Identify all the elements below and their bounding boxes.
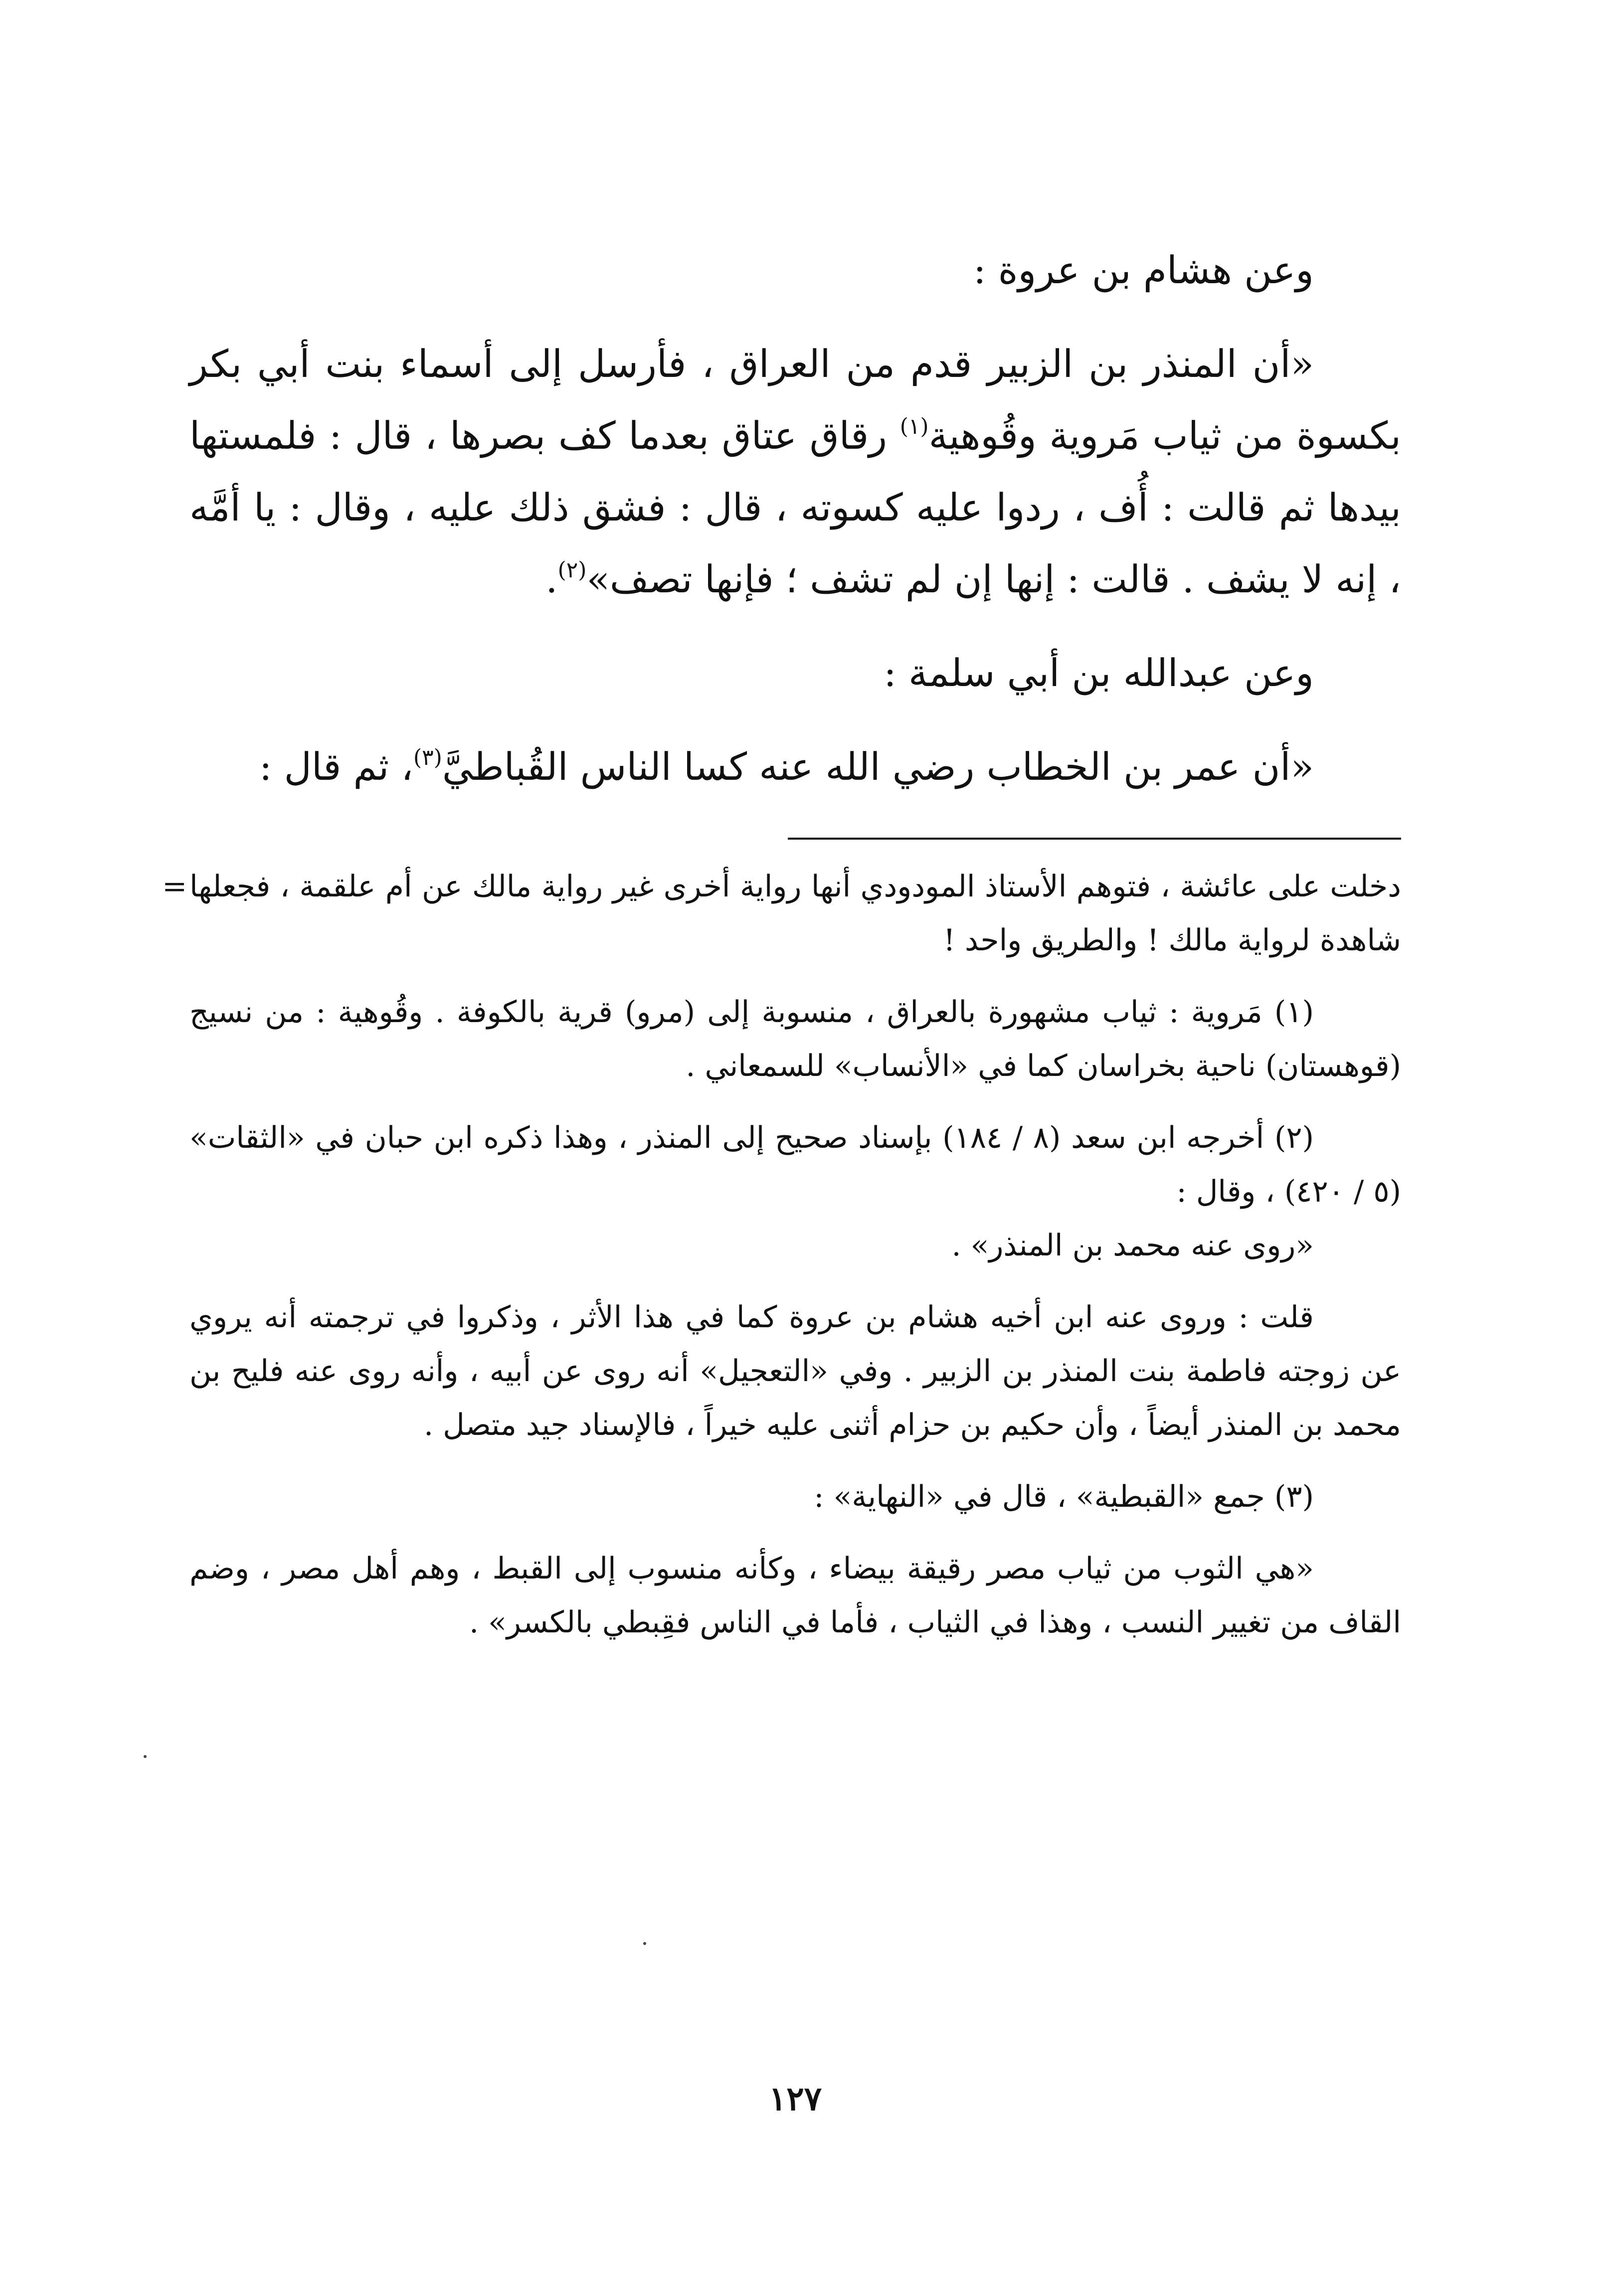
narration-quote-asma bbox=[189, 328, 1401, 615]
footnote-ref-2[interactable]: (٢) bbox=[557, 557, 587, 583]
narration-intro-abdullah: وعن عبدالله بن أبي سلمة : bbox=[884, 651, 1314, 695]
continuation-mark: = bbox=[162, 869, 187, 904]
footnote-ref-3[interactable]: (٣) bbox=[413, 745, 442, 770]
footnote-ref-1[interactable]: (١) bbox=[899, 414, 929, 439]
footnote-3-quote: «هي الثوب من ثياب مصر رقيقة بيضاء ، وكأنه منسوب إلى القبط ، وهم أهل مصر ، وضم القاف من تغيير النسب ، وهذا في الثياب ، فأما في الناس فقِبطي بالكسر» . bbox=[189, 1551, 1401, 1640]
footnote-2: (٢) أخرجه ابن سعد (٨ / ١٨٤) بإسناد صحيح إلى المنذر ، وهذا ذكره ابن حبان في «الثقات» (٥ / ٤٢٠) ، وقال : bbox=[189, 1120, 1401, 1209]
quote-asma-part1: «أن المنذر بن الزبير قدم من العراق ، فأرسل إلى أسماء بنت أبي بكر بكسوة من ثياب مَروية وقُوهية bbox=[189, 342, 1401, 458]
main-text bbox=[189, 234, 1401, 803]
footnote-3: (٣) جمع «القبطية» ، قال في «النهاية» : bbox=[814, 1479, 1314, 1514]
footnote-continuation-text: دخلت على عائشة ، فتوهم الأستاذ المودودي أنها رواية أخرى غير رواية مالك عن أم علقمة ، فجعلها شاهدة لرواية مالك ! والطريق واحد ! bbox=[189, 869, 1401, 958]
narration-quote-umar bbox=[189, 731, 1401, 803]
footnotes bbox=[162, 860, 1401, 1649]
footnote-1: (١) مَروية : ثياب مشهورة بالعراق ، منسوبة إلى (مرو) قرية بالكوفة . وقُوهية : من نسيج (قوهستان) ناحية بخراسان كما في «الأنساب» للسمعاني . bbox=[189, 995, 1401, 1083]
scan-speck bbox=[643, 1942, 646, 1945]
quote-asma-end: . bbox=[545, 557, 558, 601]
footnote-separator bbox=[788, 838, 1401, 840]
scan-speck bbox=[144, 1755, 147, 1758]
quote-umar-part2: ، ثم قال : bbox=[259, 744, 413, 789]
footnote-continuation bbox=[162, 860, 1401, 967]
quote-umar-part1: «أن عمر بن الخطاب رضي الله عنه كسا الناس القُباطيَّ bbox=[442, 744, 1314, 789]
footnote-2-comment: قلت : وروى عنه ابن أخيه هشام بن عروة كما في هذا الأثر ، وذكروا في ترجمته أنه يروي عن زوجته فاطمة بنت المنذر بن الزبير . وفي «التعجيل» أنه روى عن أبيه ، وأنه روى عنه فليح بن محمد بن المنذر أيضاً ، وأن حكيم بن حزام أثنى عليه خيراً ، فالإسناد جيد متصل . bbox=[189, 1300, 1401, 1442]
book-page bbox=[162, 234, 1401, 2204]
narration-intro-hisham: وعن هشام بن عروة : bbox=[973, 248, 1314, 292]
page-number: ١٢٧ bbox=[768, 2079, 822, 2118]
quote-asma-part2: رقاق عتاق بعدما كف بصرها ، قال : فلمستها بيدها ثم قالت : أُف ، ردوا عليه كسوته ، قال : فشق ذلك عليه ، وقال : يا أمَّه ، إنه لا يشف . قالت : إنها إن لم تشف ؛ فإنها تصف» bbox=[189, 413, 1401, 601]
footnote-2-quote: «روى عنه محمد بن المنذر» . bbox=[951, 1228, 1314, 1263]
